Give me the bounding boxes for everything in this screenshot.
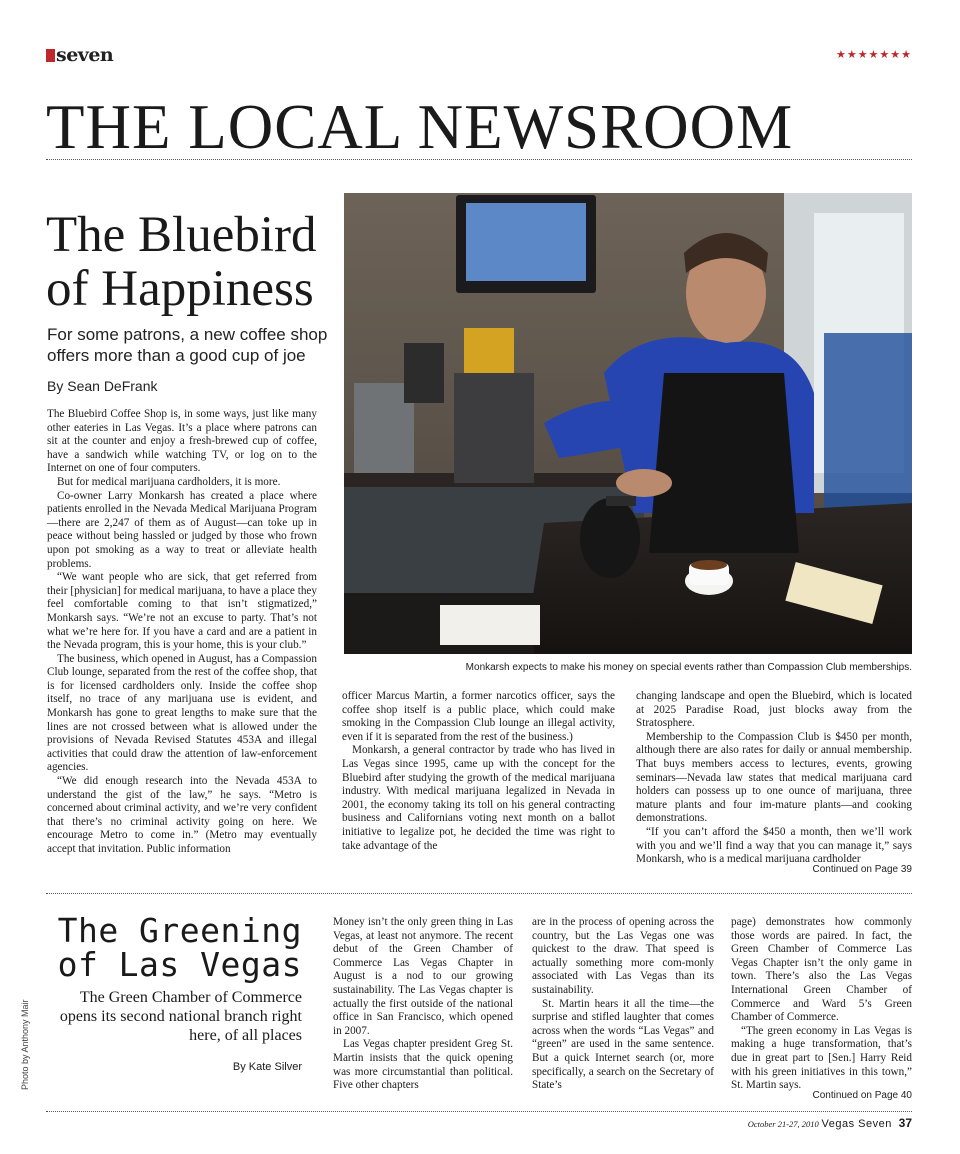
paragraph: The business, which opened in August, has a Compassion Club lounge, separated from the rest of the coffee shop, that is for licensed cardholders only. Inside the coffee shop itself, no trace of any marijuana use is evident, and Monkarsh has gone to great lengths to make sure that the lines are not crossed between what is allowed under the provisions of Nevada Revised Statutes 453A and illegal activities that could draw the attention of law-enforcement agencies. [47, 652, 317, 774]
green-column-3 [731, 916, 912, 1093]
continued-page-39: Continued on Page 39 [812, 864, 912, 875]
paragraph: Monkarsh, a general contractor by trade who has lived in Las Vegas since 1995, came up with the concept for the Bluebird after studying the growth of the medical marijuana industry. With medical marijuana legalized in Nevada in 2001, the economy taking its toll on his general contracting business and Californians voting next month on a ballot initiative to legalize pot, he decided the time was right to take advantage of the [342, 744, 615, 852]
photo-caption: Monkarsh expects to make his money on special events rather than Compassion Club memberships. [465, 662, 912, 673]
magazine-logo [46, 44, 113, 66]
coffee-shop-photo [344, 193, 912, 654]
story-divider [46, 893, 912, 894]
photo-credit: Photo by Anthony Mair [20, 999, 30, 1090]
paragraph: changing landscape and open the Bluebird, which is located at 2025 Paradise Road, just blocks away from the Stratosphere. [636, 690, 912, 730]
green-column-1 [333, 916, 513, 1093]
paragraph: “If you can’t afford the $450 a month, then we’ll work with you and we’ll find a way that you can manage it,” says Monkarsh, who is a medical marijuana cardholder [636, 825, 912, 866]
stars-ornament: ★★★★★★★ [835, 48, 912, 61]
paragraph: But for medical marijuana cardholders, it is more. [57, 475, 281, 488]
logo-red-bar [46, 49, 55, 62]
page-footer [748, 1116, 912, 1130]
paragraph: Membership to the Compassion Club is $450 per month, although there are also rates for daily or annual membership. That buys members access to lectures, events, growing seminars—Nevada law states that medical marijuana card holders can possess up to one ounce of marijuana, three mature plants and four im-mature plants—and cooking demonstrations. [636, 730, 912, 825]
green-headline-line-1: The Greening [57, 911, 302, 950]
magazine-name: Vegas Seven [821, 1118, 892, 1130]
paragraph: Las Vegas chapter president Greg St. Martin insists that the quick opening was more circumstantial than political. Five other chapters [333, 1038, 513, 1092]
main-column-2 [342, 690, 615, 853]
green-subhead: The Green Chamber of Commerce opens its second national branch right here, of all places [59, 989, 302, 1044]
paragraph: are in the process of opening across the country, but the Las Vegas one was quickest to the draw. That speed is actually something more com-monly associated with Las Vegas than its sustainability. [532, 916, 714, 996]
green-headline [48, 911, 302, 984]
paragraph: officer Marcus Martin, a former narcotics officer, says the coffee shop itself is a public place, which could make smoking in the Compassion Club lounge an illegal activity, even if it is separated from the rest of the business.) [342, 690, 615, 743]
paragraph: “The green economy in Las Vegas is making a huge transformation, that’s due in great part to [Sen.] Harry Reid with his green initiatives in this town,” St. Martin says. [731, 1024, 912, 1092]
issue-date: October 21-27, 2010 [747, 1119, 819, 1129]
page-number: 37 [898, 1116, 912, 1130]
green-byline: By Kate Silver [232, 1061, 302, 1073]
logo-text: seven [56, 44, 114, 66]
paragraph: “We did enough research into the Nevada 453A to understand the gist of the law,” he says. “Metro is concerned about criminal activity, and we’re very confident that there’s no criminal activity going on here. We encourage Metro to come in.” (Metro may eventually accept that invitation. Public information [47, 775, 317, 855]
section-title: THE LOCAL NEWSROOM [46, 92, 794, 162]
paragraph: page) demonstrates how commonly those words are paired. In fact, the Green Chamber of Commerce Las Vegas Chapter isn’t the only game in town. There’s also the Las Vegas International Green Chamber of Commerce and Ward 5’s Green Chamber of Commerce. [731, 916, 912, 1024]
main-subhead: For some patrons, a new coffee shop offers more than a good cup of joe [47, 325, 328, 365]
main-column-1 [47, 408, 317, 857]
footer-divider [46, 1111, 912, 1112]
paragraph: St. Martin hears it all the time—the surprise and stifled laughter that comes across when the words “Las Vegas” and “green” are used in the same sentence. But a quick Internet search (or, more specifically, a search on the Secretary of State’s [532, 997, 714, 1092]
main-headline: The Bluebird of Happiness [46, 207, 317, 317]
photo-illustration [344, 193, 912, 654]
paragraph: The Bluebird Coffee Shop is, in some ways, just like many other eateries in Las Vegas. It’s a place where patrons can sit at the counter and enjoy a fresh-brewed cup of coffee, have a sandwich while watching TV, or log on to the Internet on one of four computers. [47, 408, 317, 475]
paragraph: Money isn’t the only green thing in Las Vegas, at least not anymore. The recent debut of the Green Chamber of Commerce Las Vegas Chapter in August is a nod to our growing sustainability. The Las Vegas chapter is actually the first outside of the national office in San Francisco, which opened in 2007. [333, 916, 513, 1037]
main-byline: By Sean DeFrank [47, 378, 158, 394]
green-headline-line-2: of Las Vegas [57, 945, 302, 984]
section-divider [46, 159, 912, 160]
continued-page-40: Continued on Page 40 [812, 1090, 912, 1101]
paragraph: Co-owner Larry Monkarsh has created a place where patients enrolled in the Nevada Medical Marijuana Program—there are 2,247 of them as of August—can toke up in peace without being hassled or judged by those who frown upon pot smoking as a way to treat or alleviate health problems. [47, 489, 317, 570]
main-column-3 [636, 690, 912, 867]
green-column-2 [532, 916, 714, 1093]
paragraph: “We want people who are sick, that get referred from their [physician] for medical marijuana, to have a place they feel comfortable coming to that isn’t stigmatized,” Monkarsh says. “We’re not an excuse to party. That’s not what we’re here for. If you have a card and are a patient in the Nevada program, this is your home, this is your club.” [47, 571, 317, 652]
